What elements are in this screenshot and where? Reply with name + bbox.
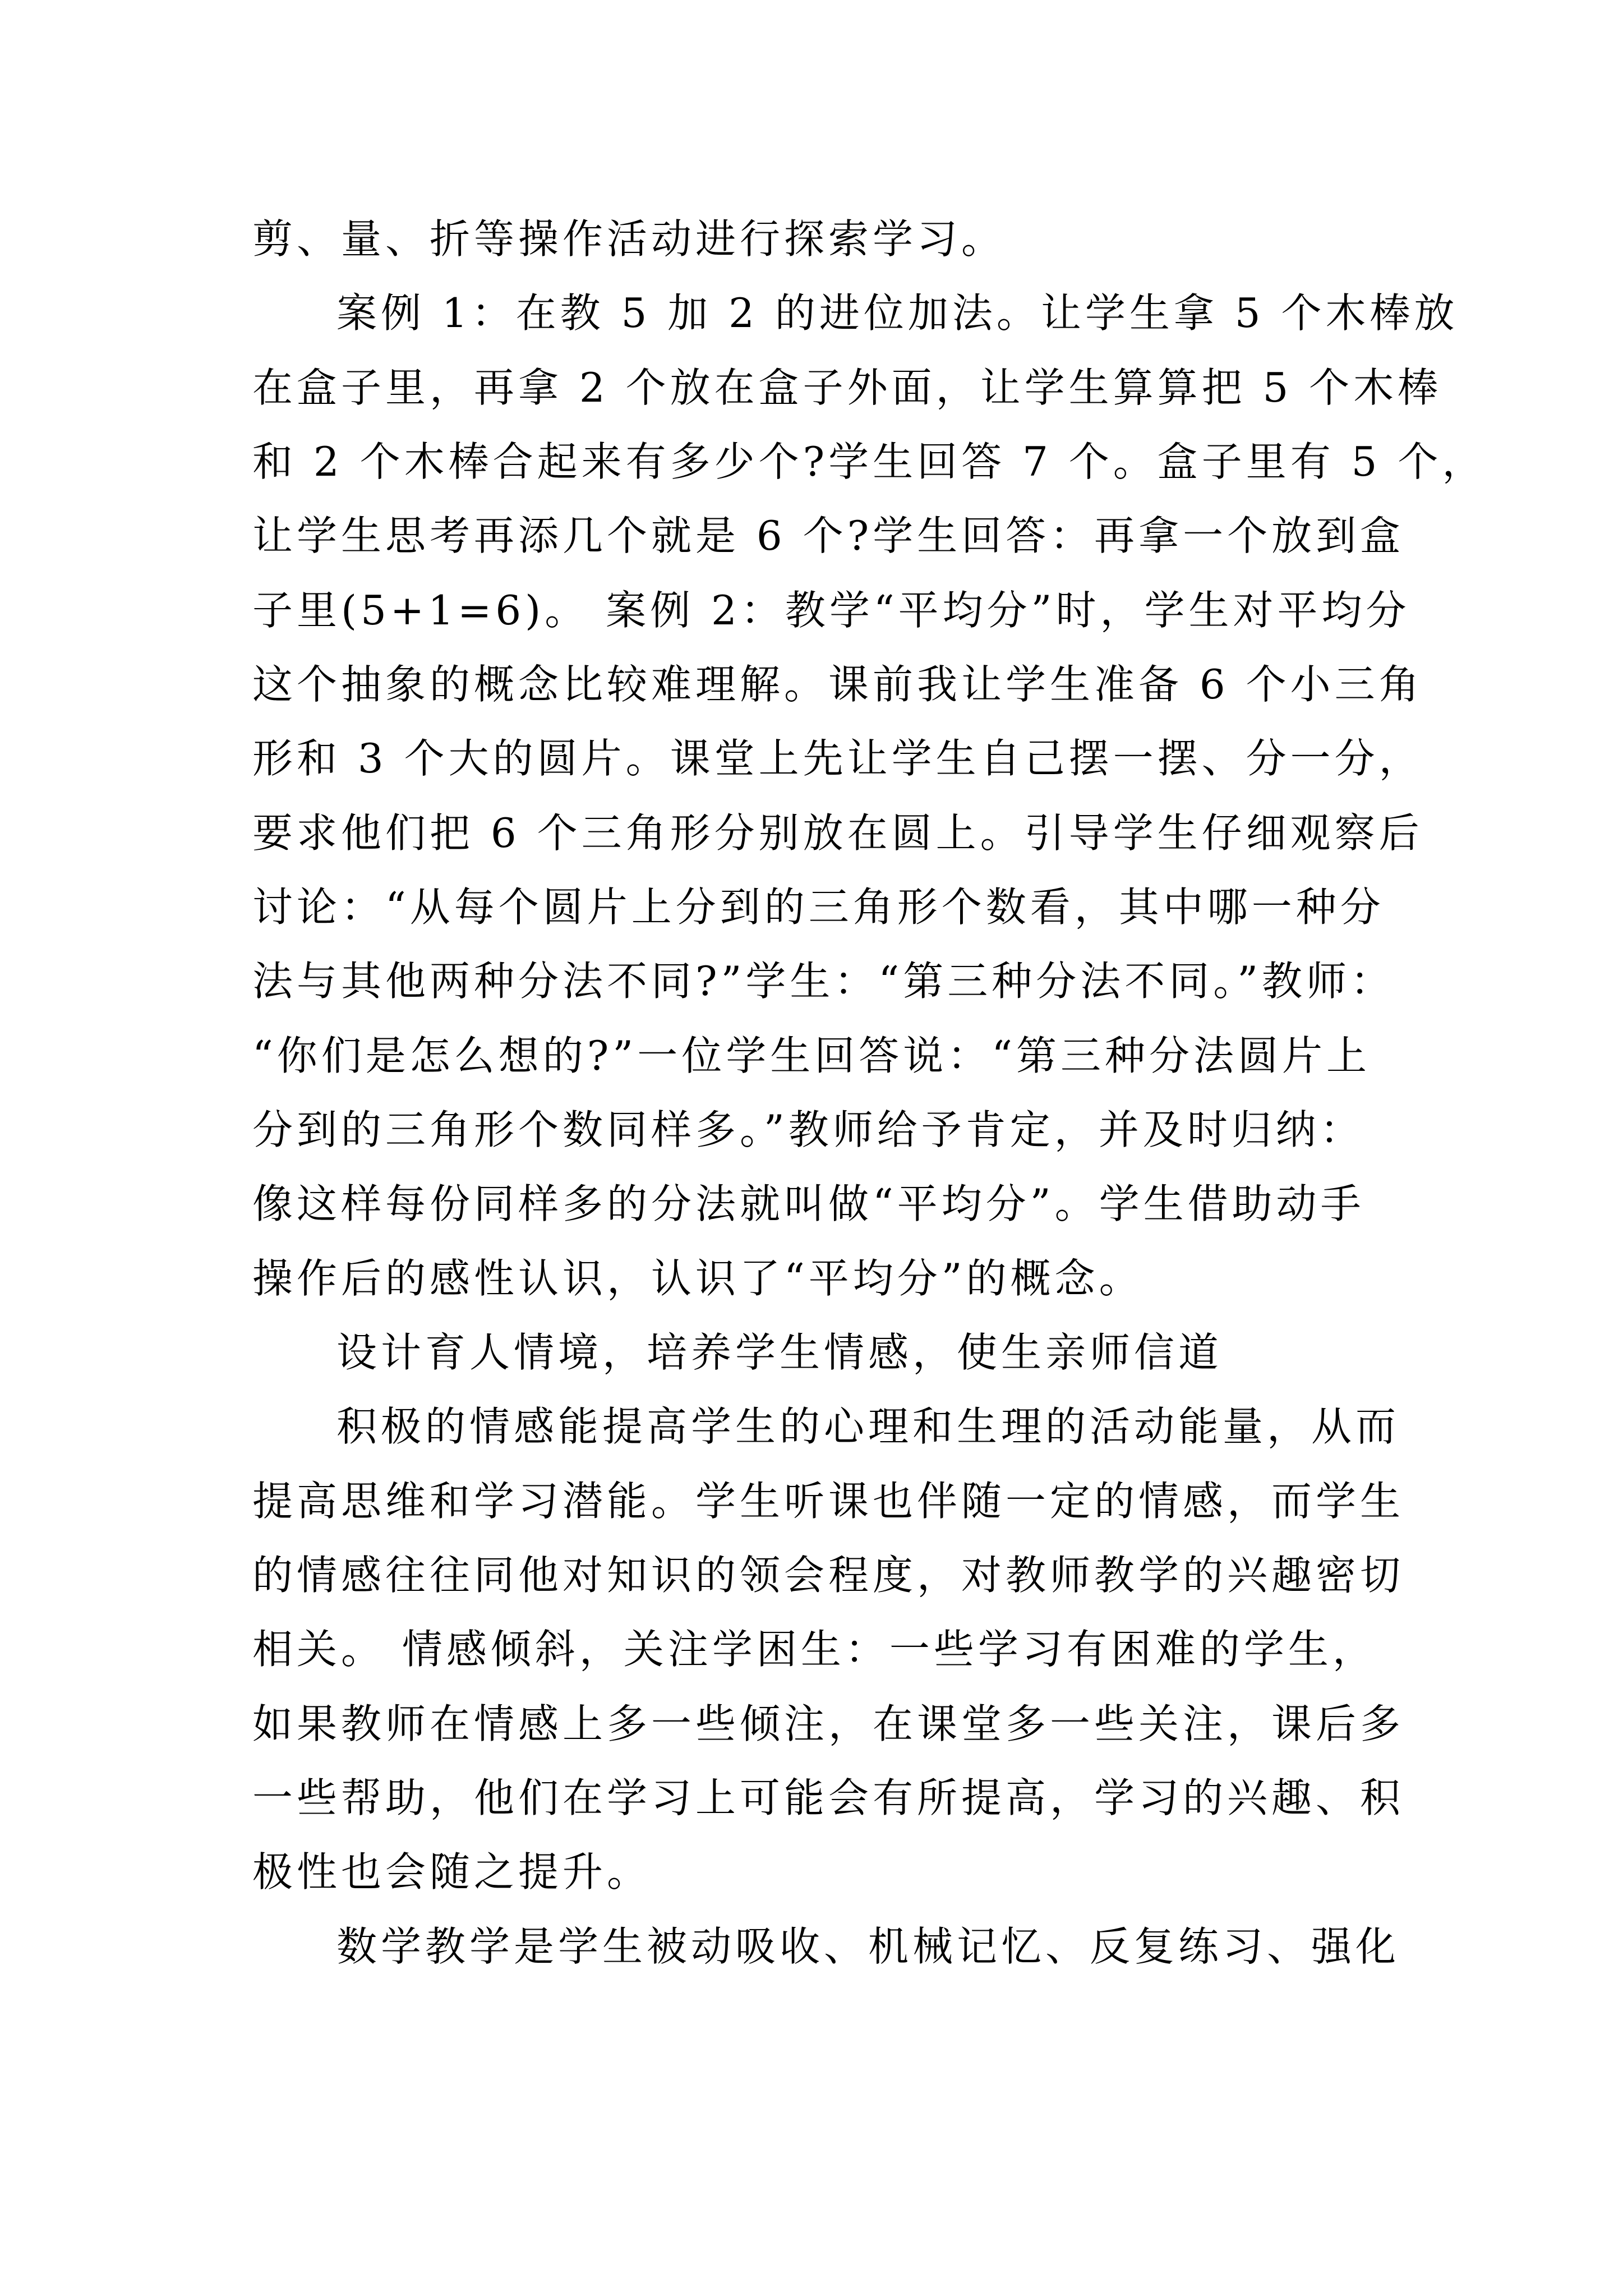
text-line: 像这样每份同样多的分法就叫做“平均分”。学生借助动手	[252, 1180, 1365, 1227]
text-line: “你们是怎么想的?”一位学生回答说：“第三种分法圆片上	[252, 1032, 1371, 1079]
text-line: 相关。 情感倾斜，关注学困生：一些学习有困难的学生，	[252, 1626, 1377, 1673]
text-line: 法与其他两种分法不同?”学生：“第三种分法不同。”教师：	[252, 958, 1395, 1005]
text-line: 这个抽象的概念比较难理解。课前我让学生准备 6 个小三角	[252, 661, 1423, 708]
text-line: 的情感往往同他对知识的领会程度，对教师教学的兴趣密切	[252, 1552, 1405, 1599]
text-line: 要求他们把 6 个三角形分别放在圆上。引导学生仔细观察后	[252, 809, 1423, 857]
text-line: 分到的三角形个数同样多。”教师给予肯定，并及时归纳：	[252, 1106, 1364, 1153]
text-line: 如果教师在情感上多一些倾注，在课堂多一些关注，课后多	[252, 1700, 1405, 1747]
text-line: 和 2 个木棒合起来有多少个?学生回答 7 个。盒子里有 5 个，	[252, 438, 1487, 485]
text-line: 让学生思考再添几个就是 6 个?学生回答：再拿一个放到盒	[252, 512, 1405, 559]
text-line: 形和 3 个大的圆片。课堂上先让学生自己摆一摆、分一分，	[252, 735, 1423, 782]
text-line: 在盒子里，再拿 2 个放在盒子外面，让学生算算把 5 个木棒	[252, 364, 1442, 411]
paragraph-start-line: 数学教学是学生被动吸收、机械记忆、反复练习、强化	[336, 1923, 1400, 1970]
paragraph-start-line: 案例 1：在教 5 加 2 的进位加法。让学生拿 5 个木棒放	[336, 289, 1459, 337]
text-line: 讨论：“从每个圆片上分到的三角形个数看，其中哪一种分	[252, 884, 1385, 931]
text-line: 一些帮助，他们在学习上可能会有所提高，学习的兴趣、积	[252, 1774, 1405, 1821]
text-line: 极性也会随之提升。	[252, 1848, 652, 1895]
paragraph-start-line: 积极的情感能提高学生的心理和生理的活动能量，从而	[336, 1403, 1400, 1450]
text-line: 子里(5+1=6)。 案例 2：教学“平均分”时，学生对平均分	[252, 587, 1410, 634]
section-heading: 设计育人情境，培养学生情感，使生亲师信道	[336, 1329, 1223, 1376]
text-line: 提高思维和学习潜能。学生听课也伴随一定的情感，而学生	[252, 1478, 1405, 1525]
text-line: 操作后的感性认识，认识了“平均分”的概念。	[252, 1255, 1144, 1302]
text-line: 剪、量、折等操作活动进行探索学习。	[252, 215, 1006, 263]
